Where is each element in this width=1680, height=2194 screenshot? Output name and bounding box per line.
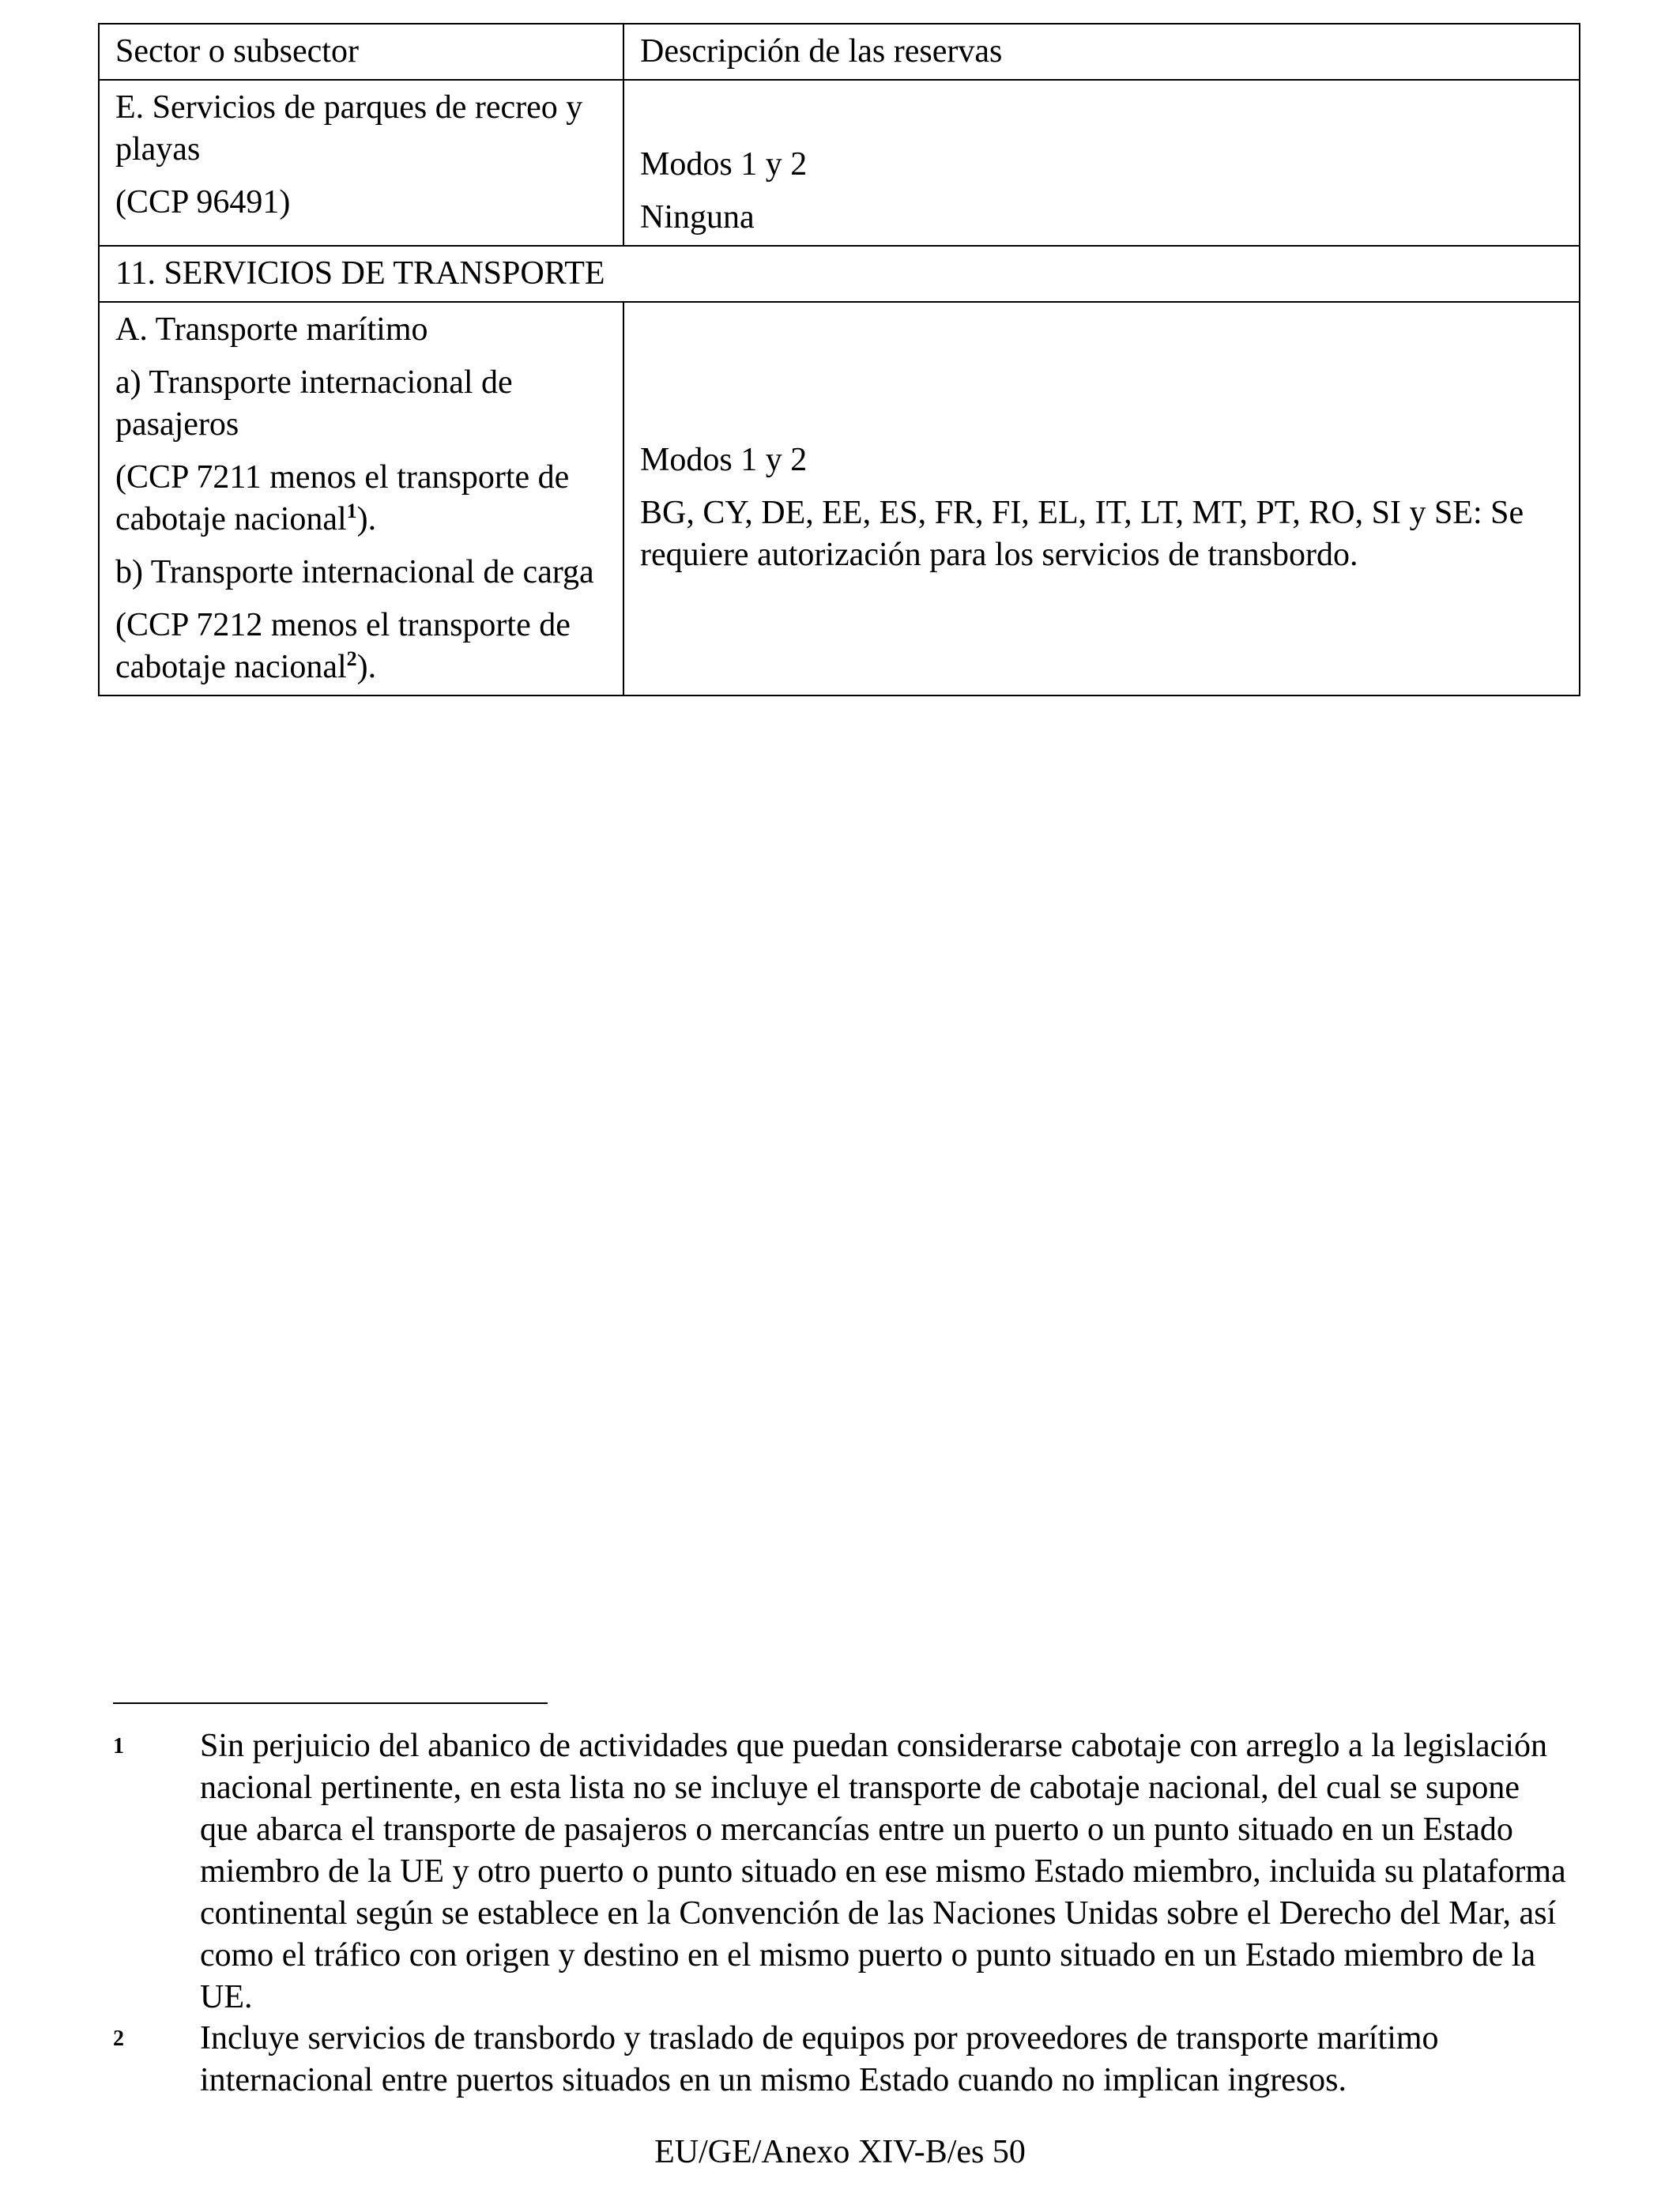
sector-item-b-code: (CCP 7212 menos el transporte de cabotaje nacional$^2$). [115,607,571,685]
section-heading-cell [99,246,1580,302]
footnote-ref-2[interactable]: 2 [346,647,357,670]
sector-item-a-code: (CCP 7211 menos el transporte de cabotaje nacional$^1$). [115,459,570,537]
footnote-number-2: 2 [113,2026,124,2051]
description-cell-e [623,80,1580,246]
footnote-1 [113,1725,1567,2026]
footnote-text-1: Sin perjuicio del abanico de actividades que puedan considerarse cabotaje con arreglo a la legislación nacional pertinente, en esta lista no se incluye el transporte de cabotaje nacional, del cual se supone que abarca el transporte de pasajeros o mercancías entre un puerto o un punto situado en un Estado miembro de la UE y otro puerto o punto situado en ese mismo Estado miembro, incluida su plataforma continental según se establece en la Convención de las Naciones Unidas sobre el Derecho del Mar, así como el tráfico con origen y destino en el mismo puerto o punto situado en un Estado miembro de la UE. [200,1728,1566,2015]
footnote-separator [113,1702,548,1704]
table-row [99,302,1580,696]
footnote-2 [113,2018,1567,2105]
header-sector-cell [99,24,623,80]
header-description-cell [623,24,1580,80]
sector-item-b: b) Transporte internacional de carga [115,554,594,590]
sector-item-a: a) Transporte internacional de pasajeros [115,364,513,443]
table-row [99,80,1580,246]
header-description-label: Descripción de las reservas [640,33,1003,70]
sector-cell-a [99,302,623,696]
modes-a: Modos 1 y 2 [640,442,808,478]
modes-e: Modos 1 y 2 [640,146,808,183]
reservation-a: BG, CY, DE, EE, ES, FR, FI, EL, IT, LT, MT, PT, RO, SI y SE: Se requiere autorización para los servicios de transbordo. [640,495,1524,573]
header-sector-label: Sector o subsector [115,33,359,70]
reservation-e: Ninguna [640,199,755,236]
footnote-ref-1[interactable]: 1 [346,499,357,522]
reservations-table [98,23,1580,696]
sector-code-e: (CCP 96491) [115,184,291,221]
table-header-row [99,24,1580,80]
page-footer: EU/GE/Anexo XIV-B/es 50 [654,2134,1026,2170]
footnote-text-2: Incluye servicios de transbordo y traslado de equipos por proveedores de transporte marítimo internacional entre puertos situados en un mismo Estado cuando no implican ingresos. [200,2020,1439,2098]
description-cell-a [623,302,1580,696]
sector-cell-e [99,80,623,246]
section-heading: 11. SERVICIOS DE TRANSPORTE [115,255,605,292]
sector-title-a: A. Transporte marítimo [115,311,428,348]
sector-title-e: E. Servicios de parques de recreo y playas [115,89,583,168]
footnote-number-1: 1 [113,1734,124,1759]
section-row [99,246,1580,302]
